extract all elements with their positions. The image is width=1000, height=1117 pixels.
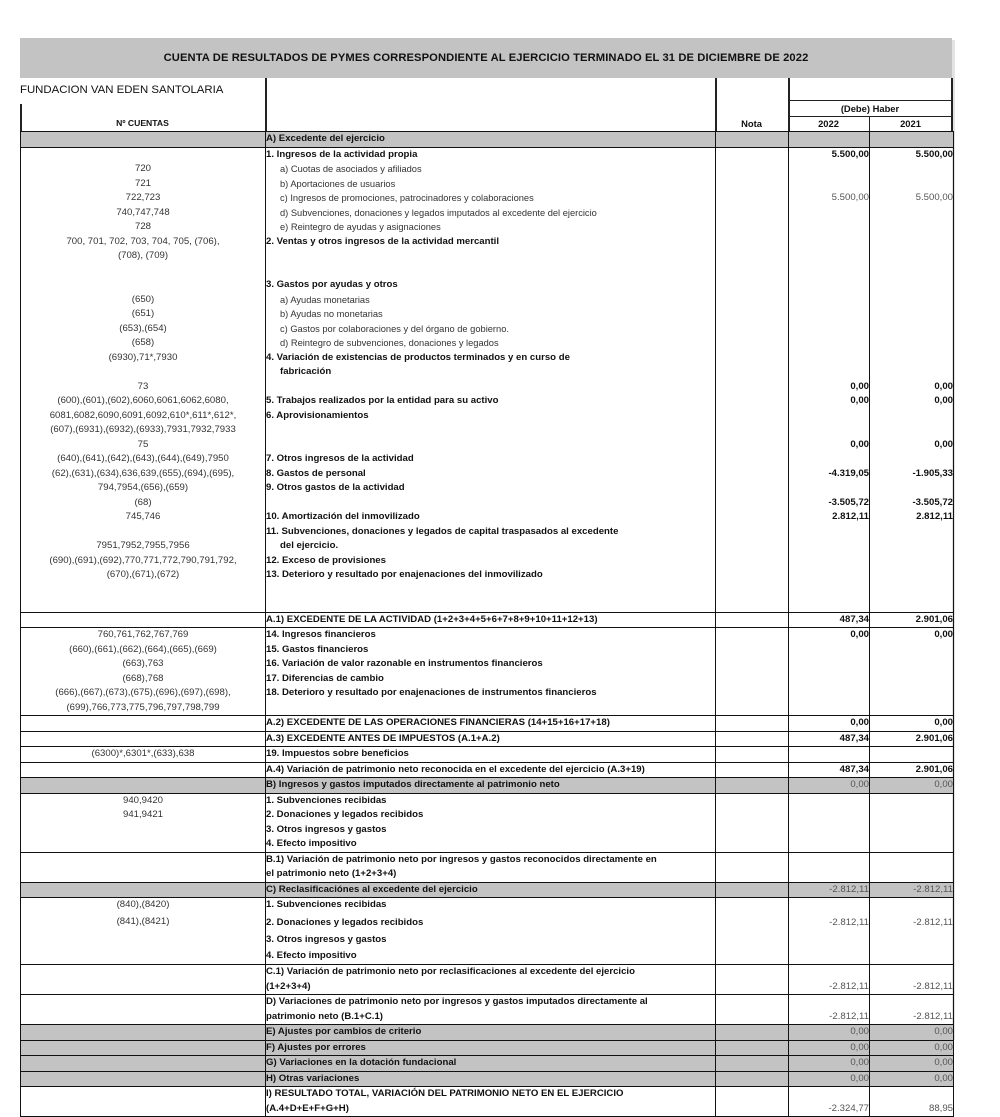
account-code: 745,746 bbox=[125, 511, 161, 522]
amount-2022: -2.812,11 bbox=[789, 995, 870, 1025]
account-code: (653),(654) bbox=[119, 322, 167, 334]
account-code: 73 bbox=[137, 380, 149, 392]
account-code bbox=[21, 525, 265, 540]
amount-2021: 0,00 bbox=[934, 438, 953, 450]
line-item-label: 4. Efecto impositivo bbox=[266, 950, 357, 961]
account-code: (663),763 bbox=[122, 658, 164, 669]
account-code bbox=[21, 148, 265, 163]
line-item-label: 16. Variación de valor razonable en instrumentos financieros bbox=[266, 658, 543, 669]
values-2022-cell bbox=[789, 147, 870, 612]
account-code: 700, 701, 702, 703, 704, 705, (706), bbox=[66, 235, 220, 247]
financial-items-body bbox=[21, 628, 954, 716]
subtotal-label: A.2) EXCEDENTE DE LAS OPERACIONES FINANCIERAS (14+15+16+17+18) bbox=[266, 716, 716, 732]
line-item-label: 19. Impuestos sobre beneficios bbox=[266, 747, 716, 763]
amount-2021: 2.901,06 bbox=[870, 731, 954, 747]
amount-2021: 0,00 bbox=[934, 629, 953, 640]
line-item-label bbox=[266, 380, 715, 395]
account-code: 941,9421 bbox=[122, 809, 163, 820]
subtotal-label: A.3) EXCEDENTE ANTES DE IMPUESTOS (A.1+A.2) bbox=[266, 731, 716, 747]
account-code: (650) bbox=[131, 293, 155, 305]
amount-2021: 5.500,00 bbox=[915, 192, 953, 203]
section-label: B) Ingresos y gastos imputados directamente al patrimonio neto bbox=[266, 778, 716, 794]
account-code: 75 bbox=[137, 438, 149, 450]
amount-2022: 0,00 bbox=[850, 438, 869, 450]
amount-2022: 0,00 bbox=[850, 395, 869, 406]
line-item-label: 12. Exceso de provisiones bbox=[266, 554, 386, 566]
amount-2021: -3.505,72 bbox=[912, 496, 953, 508]
line-item-label: 18. Deterioro y resultado por enajenaciones de instrumentos financieros bbox=[266, 687, 597, 698]
line-item-label: 10. Amortización del inmovilizado bbox=[266, 511, 420, 522]
account-code: 7951,7952,7955,7956 bbox=[96, 540, 190, 551]
account-code: 760,761,762,767,769 bbox=[97, 629, 189, 640]
account-code bbox=[21, 365, 265, 380]
amount-2022: 2.812,11 bbox=[832, 511, 869, 522]
line-item-label: fabricación bbox=[280, 366, 332, 377]
line-item-label: c) Ingresos de promociones, patrocinadores y colaboraciones bbox=[280, 193, 534, 203]
account-codes-cell bbox=[21, 628, 266, 716]
section-B-body bbox=[21, 793, 954, 852]
amount-2022: -3.505,72 bbox=[828, 496, 869, 508]
statement-title: CUENTA DE RESULTADOS DE PYMES CORRESPONDIENTE AL EJERCICIO TERMINADO EL 31 DE DICIEMBRE DE 2022 bbox=[20, 38, 952, 78]
amount-2021: 0,00 bbox=[870, 716, 954, 732]
amount-2021: -2.812,11 bbox=[870, 882, 954, 898]
descriptions-cell bbox=[266, 628, 716, 716]
line-item-label: 1. Subvenciones recibidas bbox=[266, 899, 387, 910]
line-item-label: 3. Otros ingresos y gastos bbox=[266, 934, 387, 945]
line-item-label: 2. Ventas y otros ingresos de la actividad mercantil bbox=[266, 235, 500, 247]
account-code: 728 bbox=[134, 221, 151, 232]
line-item-label: 1. Subvenciones recibidas bbox=[266, 794, 387, 806]
line-item-label: 15. Gastos financieros bbox=[266, 643, 369, 655]
amount-2021: 2.901,06 bbox=[870, 612, 954, 628]
note-header: Nota bbox=[741, 118, 762, 129]
subtotal-label: A.1) EXCEDENTE DE LA ACTIVIDAD (1+2+3+4+5+6+7+8+9+10+11+12+13) bbox=[266, 612, 716, 628]
line-item-label: d) Reintegro de subvenciones, donaciones y legados bbox=[280, 338, 499, 348]
account-code: (668),768 bbox=[122, 672, 164, 684]
line-item-label: 9. Otros gastos de la actividad bbox=[266, 482, 405, 493]
amount-2022: 5.500,00 bbox=[831, 192, 869, 203]
account-code: (660),(661),(662),(664),(665),(669) bbox=[69, 643, 217, 655]
subtotal-row-A2 bbox=[21, 716, 954, 732]
section-label: G) Variaciones en la dotación fundacional bbox=[266, 1056, 716, 1072]
line-item-label: 14. Ingresos financieros bbox=[266, 629, 376, 640]
account-code: (600),(601),(602),6060,6061,6062,6080, bbox=[57, 395, 229, 406]
section-label: A) Excedente del ejercicio bbox=[266, 132, 716, 148]
line-item-label: 2. Donaciones y legados recibidos bbox=[266, 917, 424, 928]
line-item-label: 13. Deterioro y resultado por enajenaciones del inmovilizado bbox=[266, 569, 543, 580]
line-item-label bbox=[266, 423, 715, 438]
account-code: 721 bbox=[134, 177, 151, 189]
section-label: E) Ajustes por cambios de criterio bbox=[266, 1025, 716, 1041]
account-code: (658) bbox=[131, 337, 155, 348]
account-codes-cell bbox=[21, 147, 266, 612]
account-code: (690),(691),(692),770,771,772,790,791,792, bbox=[49, 554, 237, 566]
section-C-body bbox=[21, 898, 954, 965]
line-item-label: b) Aportaciones de usuarios bbox=[280, 178, 396, 189]
amount-2021: 5.500,00 bbox=[915, 148, 953, 160]
section-row-E bbox=[21, 1025, 954, 1041]
amount-2021: 0,00 bbox=[870, 1025, 954, 1041]
section-A-body bbox=[21, 147, 954, 612]
account-code: 720 bbox=[134, 163, 151, 174]
line-item-label: 17. Diferencias de cambio bbox=[266, 672, 384, 684]
amount-2021: 0,00 bbox=[870, 778, 954, 794]
amount-2021: 0,00 bbox=[934, 380, 953, 392]
section-row-H bbox=[21, 1071, 954, 1087]
line-item-label: 8. Gastos de personal bbox=[266, 467, 366, 479]
section-row-C bbox=[21, 882, 954, 898]
account-code bbox=[21, 583, 265, 598]
subtotal-row-A4 bbox=[21, 762, 954, 778]
amount-2021 bbox=[870, 747, 954, 763]
account-code bbox=[21, 264, 265, 279]
tax-row bbox=[21, 747, 954, 763]
amount-2021: 0,00 bbox=[870, 1040, 954, 1056]
line-item-label: 1. Ingresos de la actividad propia bbox=[266, 148, 418, 160]
account-code: (840),(8420) bbox=[116, 899, 170, 910]
amount-2022: 487,34 bbox=[789, 731, 870, 747]
amount-2021: 0,00 bbox=[870, 1071, 954, 1087]
amount-2022: 0,00 bbox=[850, 380, 869, 392]
account-code: (68) bbox=[134, 496, 152, 508]
subtotal-row-A3 bbox=[21, 731, 954, 747]
amount-2021: 2.901,06 bbox=[870, 762, 954, 778]
line-item-label bbox=[266, 583, 715, 598]
subtotal-label: (1+2+3+4) bbox=[266, 980, 311, 992]
line-item-label: e) Reintegro de ayudas y asignaciones bbox=[280, 222, 441, 232]
line-item-label bbox=[266, 438, 715, 453]
account-code: (607),(6931),(6932),(6933),7931,7932,7933 bbox=[50, 424, 236, 435]
amount-2022: 0,00 bbox=[789, 1025, 870, 1041]
amount-2022: 487,34 bbox=[789, 762, 870, 778]
line-item-label: b) Ayudas no monetarias bbox=[280, 309, 383, 319]
account-code: (6930),71*,7930 bbox=[108, 351, 178, 363]
amount-2022: 0,00 bbox=[789, 1040, 870, 1056]
line-item-label: del ejercicio. bbox=[280, 540, 339, 551]
line-item-label: 7. Otros ingresos de la actividad bbox=[266, 453, 414, 464]
amount-2022: 5.500,00 bbox=[831, 148, 869, 160]
year-2022-header: 2022 bbox=[818, 118, 839, 129]
line-item-label bbox=[266, 701, 715, 716]
line-item-label: 6. Aprovisionamientos bbox=[266, 409, 369, 421]
line-item-label: 11. Subvenciones, donaciones y legados de capital traspasados al excedente bbox=[266, 525, 619, 537]
line-item-label: a) Ayudas monetarias bbox=[280, 294, 370, 305]
subtotal-row-A1 bbox=[21, 612, 954, 628]
amount-2022: -2.812,11 bbox=[789, 882, 870, 898]
account-code: 794,7954,(656),(659) bbox=[97, 482, 189, 493]
amount-2022: -2.812,11 bbox=[789, 965, 870, 995]
amount-2022: -2.812,11 bbox=[829, 917, 869, 928]
subtotal-label: patrimonio neto (B.1+C.1) bbox=[266, 1010, 383, 1022]
amount-2022: 0,00 bbox=[789, 1056, 870, 1072]
subtotal-label: A.4) Variación de patrimonio neto reconocida en el excedente del ejercicio (A.3+19) bbox=[266, 762, 716, 778]
amount-2022: 0,00 bbox=[789, 778, 870, 794]
account-code: 6081,6082,6090,6091,6092,610*,611*,612*, bbox=[49, 409, 237, 421]
account-code: 940,9420 bbox=[122, 794, 163, 806]
subtotal-label: el patrimonio neto (1+2+3+4) bbox=[266, 868, 397, 879]
line-item-label bbox=[266, 249, 715, 264]
total-row-D bbox=[21, 995, 954, 1025]
header-divider bbox=[265, 78, 267, 132]
line-item-label: 3. Otros ingresos y gastos bbox=[266, 823, 387, 835]
account-code: (708), (709) bbox=[117, 250, 169, 261]
account-code: (699),766,773,775,796,797,798,799 bbox=[66, 701, 220, 713]
subtotal-row-B1 bbox=[21, 852, 954, 882]
account-code: (62),(631),(634),636,639,(655),(694),(695), bbox=[51, 467, 235, 479]
amount-2022: -2.324,77 bbox=[789, 1087, 870, 1117]
line-item-label: 3. Gastos por ayudas y otros bbox=[266, 279, 398, 290]
amount-2022: 0,00 bbox=[850, 629, 869, 640]
line-item-label: c) Gastos por colaboraciones y del órgano de gobierno. bbox=[280, 323, 509, 334]
section-row-F bbox=[21, 1040, 954, 1056]
line-item-label bbox=[266, 264, 715, 279]
amount-2021: 88,95 bbox=[870, 1087, 954, 1117]
total-row-I bbox=[21, 1087, 954, 1117]
amount-2021: 0,00 bbox=[934, 395, 953, 406]
section-row-A bbox=[21, 132, 954, 148]
line-item-label bbox=[266, 496, 715, 511]
amount-2021: 2.812,11 bbox=[916, 511, 953, 522]
line-item-label: 4. Efecto impositivo bbox=[266, 838, 357, 849]
line-item-label: d) Subvenciones, donaciones y legados imputados al excedente del ejercicio bbox=[280, 207, 597, 218]
account-code: (841),(8421) bbox=[116, 916, 170, 927]
amount-2022: 487,34 bbox=[789, 612, 870, 628]
section-label: F) Ajustes por errores bbox=[266, 1040, 716, 1056]
amount-2022 bbox=[789, 747, 870, 763]
subtotal-label: D) Variaciones de patrimonio neto por ingresos y gastos imputados directamente al bbox=[266, 996, 648, 1007]
section-label: H) Otras variaciones bbox=[266, 1071, 716, 1087]
account-code: 740,747,748 bbox=[116, 206, 170, 218]
subtotal-label: C.1) Variación de patrimonio neto por reclasificaciones al excedente del ejercicio bbox=[266, 966, 635, 977]
amount-2021: -2.812,11 bbox=[870, 995, 954, 1025]
account-code: (666),(667),(673),(675),(696),(697),(698), bbox=[55, 687, 231, 698]
amount-2022: 0,00 bbox=[789, 1071, 870, 1087]
note-cell bbox=[716, 147, 789, 612]
account-code: (6300)*,6301*,(633),638 bbox=[21, 747, 266, 763]
subtotal-label: B.1) Variación de patrimonio neto por ingresos y gastos reconocidos directamente en bbox=[266, 853, 657, 865]
amount-2021: -2.812,11 bbox=[913, 917, 953, 928]
account-code: (670),(671),(672) bbox=[106, 569, 180, 580]
amount-2021 bbox=[870, 852, 954, 882]
line-item-label: 4. Variación de existencias de productos terminados y en curso de bbox=[266, 351, 570, 363]
amount-2022: 0,00 bbox=[789, 716, 870, 732]
section-row-B bbox=[21, 778, 954, 794]
debe-haber-header: (Debe) Haber bbox=[840, 103, 900, 114]
accounts-header: Nº CUENTAS bbox=[116, 118, 169, 128]
amount-2021: -2.812,11 bbox=[870, 965, 954, 995]
account-code: 722,723 bbox=[125, 192, 161, 203]
section-label: C) Reclasificaciónes al excedente del ejercicio bbox=[266, 882, 716, 898]
values-2021-cell bbox=[870, 147, 954, 612]
line-item-label bbox=[266, 597, 715, 612]
account-code bbox=[21, 278, 265, 293]
amount-2021: -1.905,33 bbox=[912, 467, 953, 479]
subtotal-row-C1 bbox=[21, 965, 954, 995]
account-code: (640),(641),(642),(643),(644),(649),7950 bbox=[57, 453, 229, 464]
amount-2022: -4.319,05 bbox=[828, 467, 869, 479]
amount-2022 bbox=[789, 852, 870, 882]
descriptions-cell bbox=[266, 147, 716, 612]
line-item-label: 5. Trabajos realizados por la entidad para su activo bbox=[266, 395, 499, 406]
total-label: I) RESULTADO TOTAL, VARIACIÓN DEL PATRIMONIO NETO EN EL EJERCICIO bbox=[266, 1088, 624, 1099]
amount-2021: 0,00 bbox=[870, 1056, 954, 1072]
header-divider bbox=[788, 100, 952, 101]
account-code: (651) bbox=[131, 308, 155, 319]
section-row-G bbox=[21, 1056, 954, 1072]
year-2021-header: 2021 bbox=[900, 118, 921, 129]
income-statement-table bbox=[20, 131, 954, 1117]
line-item-label: a) Cuotas de asociados y afiliados bbox=[280, 164, 422, 174]
organization-name: FUNDACION VAN EDEN SANTOLARIA bbox=[20, 84, 224, 96]
total-label: (A.4+D+E+F+G+H) bbox=[266, 1102, 349, 1114]
line-item-label: 2. Donaciones y legados recibidos bbox=[266, 809, 424, 820]
